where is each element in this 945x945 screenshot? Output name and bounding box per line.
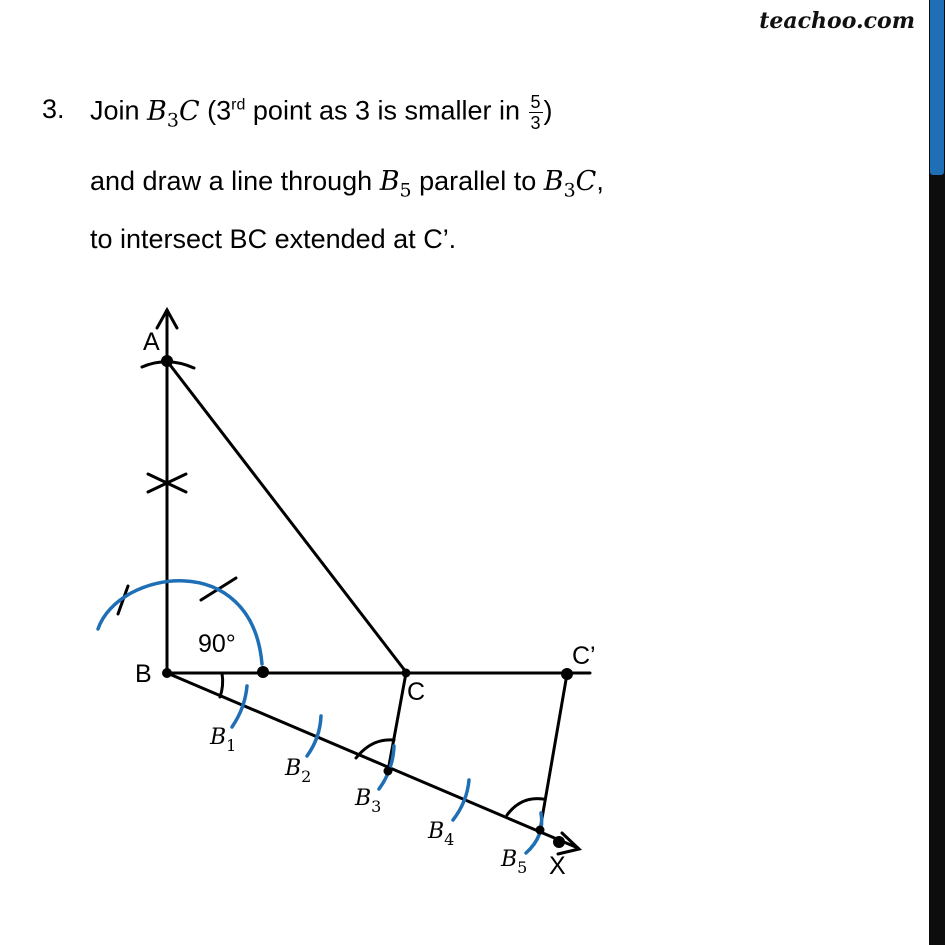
label-b2: B2 xyxy=(285,756,312,786)
angle-mark-b5 xyxy=(507,799,543,815)
label-b3: B3 xyxy=(355,786,382,816)
fraction: $\frac{5}{3}$ xyxy=(530,92,541,133)
label-a: A xyxy=(143,328,160,356)
step-line-3: to intersect BC extended at C’. xyxy=(90,224,457,254)
point-x xyxy=(553,836,565,848)
line2-pre: and draw a line through xyxy=(90,166,380,196)
label-c-prime: C’ xyxy=(572,642,596,670)
label-x: X xyxy=(549,852,566,880)
line-ac xyxy=(167,361,406,672)
label-b5: B5 xyxy=(501,847,528,877)
label-b4: B4 xyxy=(428,819,455,849)
arc-90-degree xyxy=(98,581,262,664)
line1-mid: (3 xyxy=(199,95,232,126)
angle-label: 90° xyxy=(198,630,236,658)
line1-end: ) xyxy=(543,95,553,126)
angle-mark-b xyxy=(220,673,223,697)
line2-end: , xyxy=(596,166,604,196)
ordinal-suffix: rd xyxy=(231,96,246,114)
step-number: 3. xyxy=(42,94,65,124)
point-b3 xyxy=(384,767,393,776)
brand-logo: teachoo.com xyxy=(759,8,915,34)
point-b xyxy=(162,668,172,678)
label-c: C xyxy=(407,678,426,706)
line-b5c-prime xyxy=(540,674,567,830)
math-b3c: $B_3C$ xyxy=(147,95,200,132)
line1-post: point as 3 is smaller in xyxy=(245,95,528,126)
math-b5: $B_5$ xyxy=(379,166,412,202)
label-b: B xyxy=(135,660,152,688)
math-b3c-2: $B_3C$ xyxy=(543,166,597,202)
line2-mid: parallel to xyxy=(411,166,544,196)
point-b5 xyxy=(536,826,545,835)
point-c xyxy=(402,669,411,678)
line1-pre: Join xyxy=(90,95,148,126)
point-a xyxy=(161,355,173,367)
ray-bx xyxy=(167,673,578,848)
label-b1: B1 xyxy=(210,725,237,755)
point-arc-intersection xyxy=(257,666,269,678)
line-b3c xyxy=(388,673,406,771)
